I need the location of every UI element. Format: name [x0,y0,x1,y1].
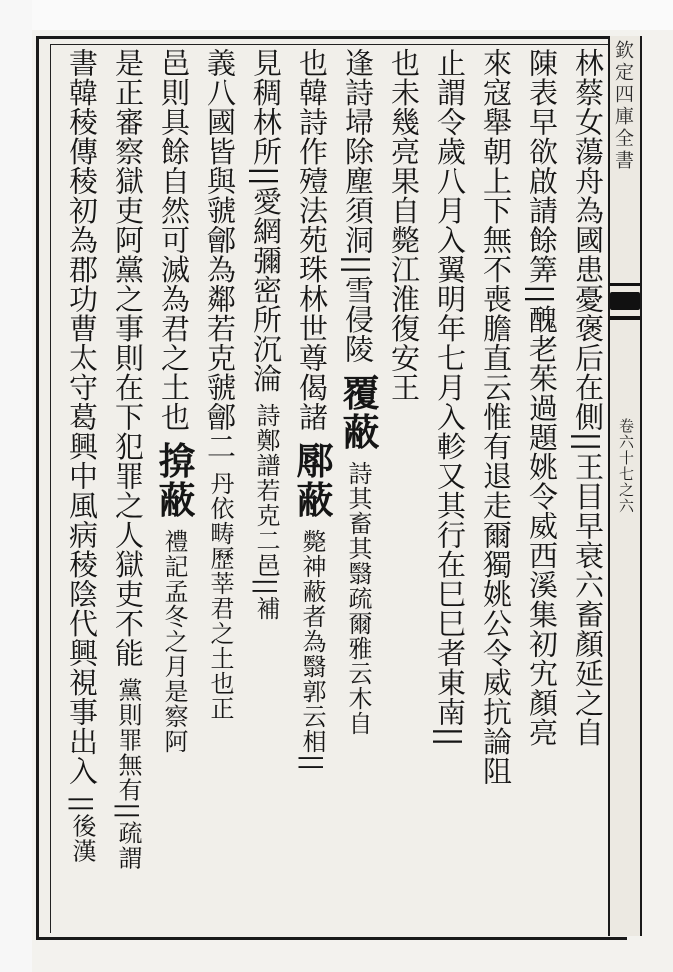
juan-number: 卷六十七之六 [617,418,635,514]
text-column-8 [244,48,288,928]
text-run: 邑則具餘自然可滅為君之土也 [157,48,191,432]
text-column-1 [566,48,610,928]
text-run: 也未幾亮果自斃江淮復安王 [387,48,421,402]
scan-top-margin [0,0,673,30]
text-run: 見稠林所||愛網彌密所沉淪 [249,48,283,394]
annotation: 禮記孟冬之月是察阿 [160,528,188,754]
text-column-13 [0,48,6,928]
text-column-11 [106,48,150,928]
text-body [52,48,606,928]
fish-tail-mark [610,292,640,310]
headword: 揜蔽 [152,441,196,520]
text-run: 逢詩埽除塵須洞||雪侵陵 [341,48,375,364]
annotation: 黨則罪無有||疏謂 [114,677,142,871]
text-column-10 [152,48,196,928]
annotation: 丹依畴歷莘君之土也正 [206,470,234,721]
annotation: 詩鄭譜若克二邑||補 [252,402,280,621]
annotation: ||後漢 [68,795,96,864]
headword: 鄏蔽 [290,441,334,520]
text-run: 義八國皆與虢鄶為鄰若克虢鄶二 [203,48,237,461]
text-column-9 [198,48,242,928]
text-column-6 [336,48,380,928]
annotation: 詩其畜其翳疏爾雅云木自 [344,460,372,736]
text-column-3 [474,48,518,928]
headword: 覆蔽 [336,373,380,452]
text-column-12 [60,48,104,928]
book-title: 欽定四庫全書 [612,40,634,172]
text-run: 來寇舉朝上下無不喪膽直云惟有退走爾獨姚公令威抗論阻 [479,48,513,786]
text-column-7 [290,48,334,928]
annotation: 斃神蔽者為翳郭云相|| [298,528,326,773]
text-run: 林蔡女蕩舟為國患憂褒后在側||王目早衰六畜顏延之自 [571,48,605,748]
fish-tail-rule [610,283,640,286]
fish-tail-rule [610,316,640,320]
text-run: 也韓詩作殪法苑珠林世尊偈諸 [295,48,329,432]
text-run [0,48,1,786]
text-run: 止謂令歲八月入翼明年七月入軫又其行在巳巳者東南|| [433,48,467,748]
text-run: 是正審察獄吏阿黨之事則在下犯罪之人獄吏不能 [111,48,145,668]
text-column-4 [428,48,472,928]
text-run: 書韓稜傳稜初為郡功曹太守葛興中風病稜陰代興視事出入 [65,48,99,786]
text-run: 陳表早欲啟請餘筭||醜老茱過題姚令威西溪集初宄顏亮 [525,48,559,748]
text-column-5 [382,48,426,928]
text-column-2 [520,48,564,928]
